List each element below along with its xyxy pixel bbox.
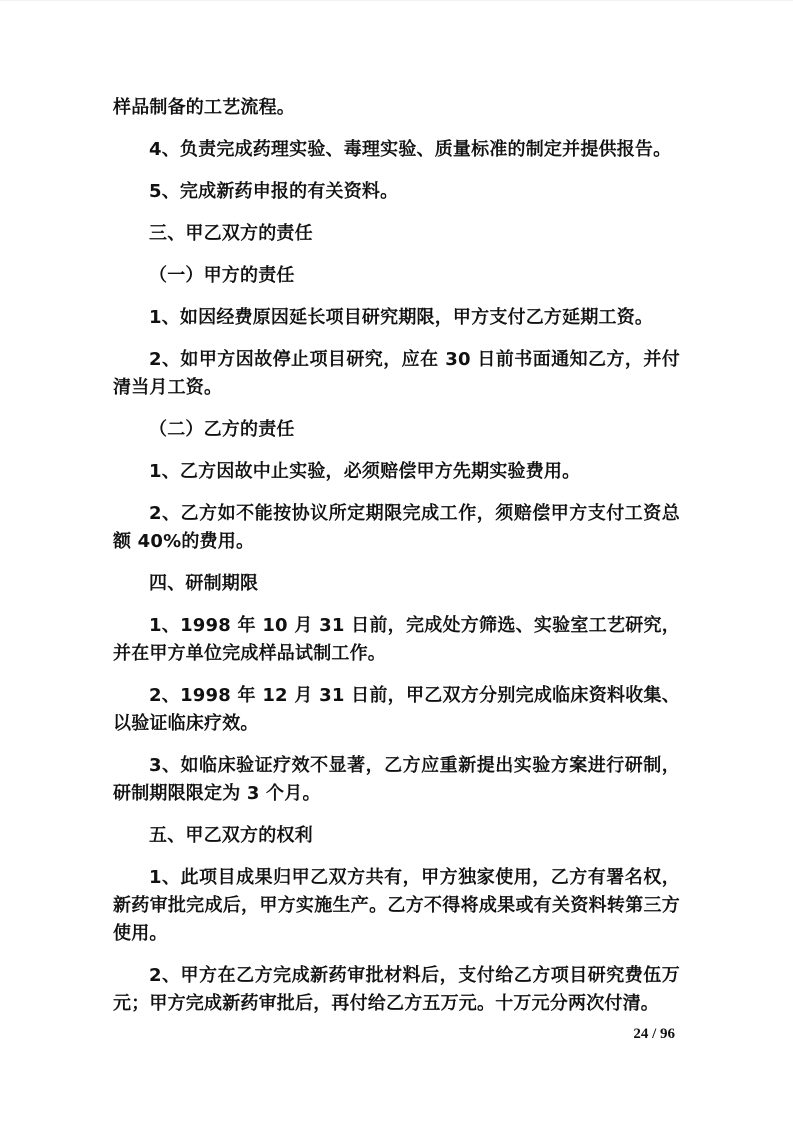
paragraph: 4、负责完成药理实验、毒理实验、质量标准的制定并提供报告。: [149, 139, 672, 160]
paragraph: 3、如临床验证疗效不显著，乙方应重新提出实验方案进行研制，研制期限限定为 3 个月。: [113, 755, 680, 804]
paragraph: 2、乙方如不能按协议所定期限完成工作，须赔偿甲方支付工资总额 40%的费用。: [113, 503, 680, 552]
document-body: [113, 94, 680, 1032]
paragraph: 五、甲乙双方的权利: [149, 825, 313, 846]
paragraph: 1、如因经费原因延长项目研究期限，甲方支付乙方延期工资。: [149, 307, 654, 328]
page-number: 24 / 96: [633, 1026, 675, 1042]
paragraph: （二）乙方的责任: [149, 419, 295, 440]
paragraph: 2、1998 年 12 月 31 日前，甲乙双方分别完成临床资料收集、以验证临床疗效。: [113, 685, 680, 734]
paragraph: 样品制备的工艺流程。: [113, 97, 295, 118]
paragraph: （一）甲方的责任: [149, 265, 295, 286]
paragraph: 四、研制期限: [149, 573, 259, 594]
paragraph: 2、甲方在乙方完成新药审批材料后，支付给乙方项目研究费伍万元；甲方完成新药审批后，再付给乙方五万元。十万元分两次付清。: [113, 965, 680, 1014]
paragraph: 1、乙方因故中止实验，必须赔偿甲方先期实验费用。: [149, 461, 581, 482]
paragraph: 5、完成新药申报的有关资料。: [149, 181, 399, 202]
paragraph: 三、甲乙双方的责任: [149, 223, 313, 244]
paragraph: 1、此项目成果归甲乙双方共有，甲方独家使用，乙方有署名权，新药审批完成后，甲方实施生产。乙方不得将成果或有关资料转第三方使用。: [113, 867, 680, 944]
paragraph: 1、1998 年 10 月 31 日前，完成处方筛选、实验室工艺研究，并在甲方单位完成样品试制工作。: [113, 615, 680, 664]
paragraph: 2、如甲方因故停止项目研究，应在 30 日前书面通知乙方，并付清当月工资。: [113, 349, 680, 398]
